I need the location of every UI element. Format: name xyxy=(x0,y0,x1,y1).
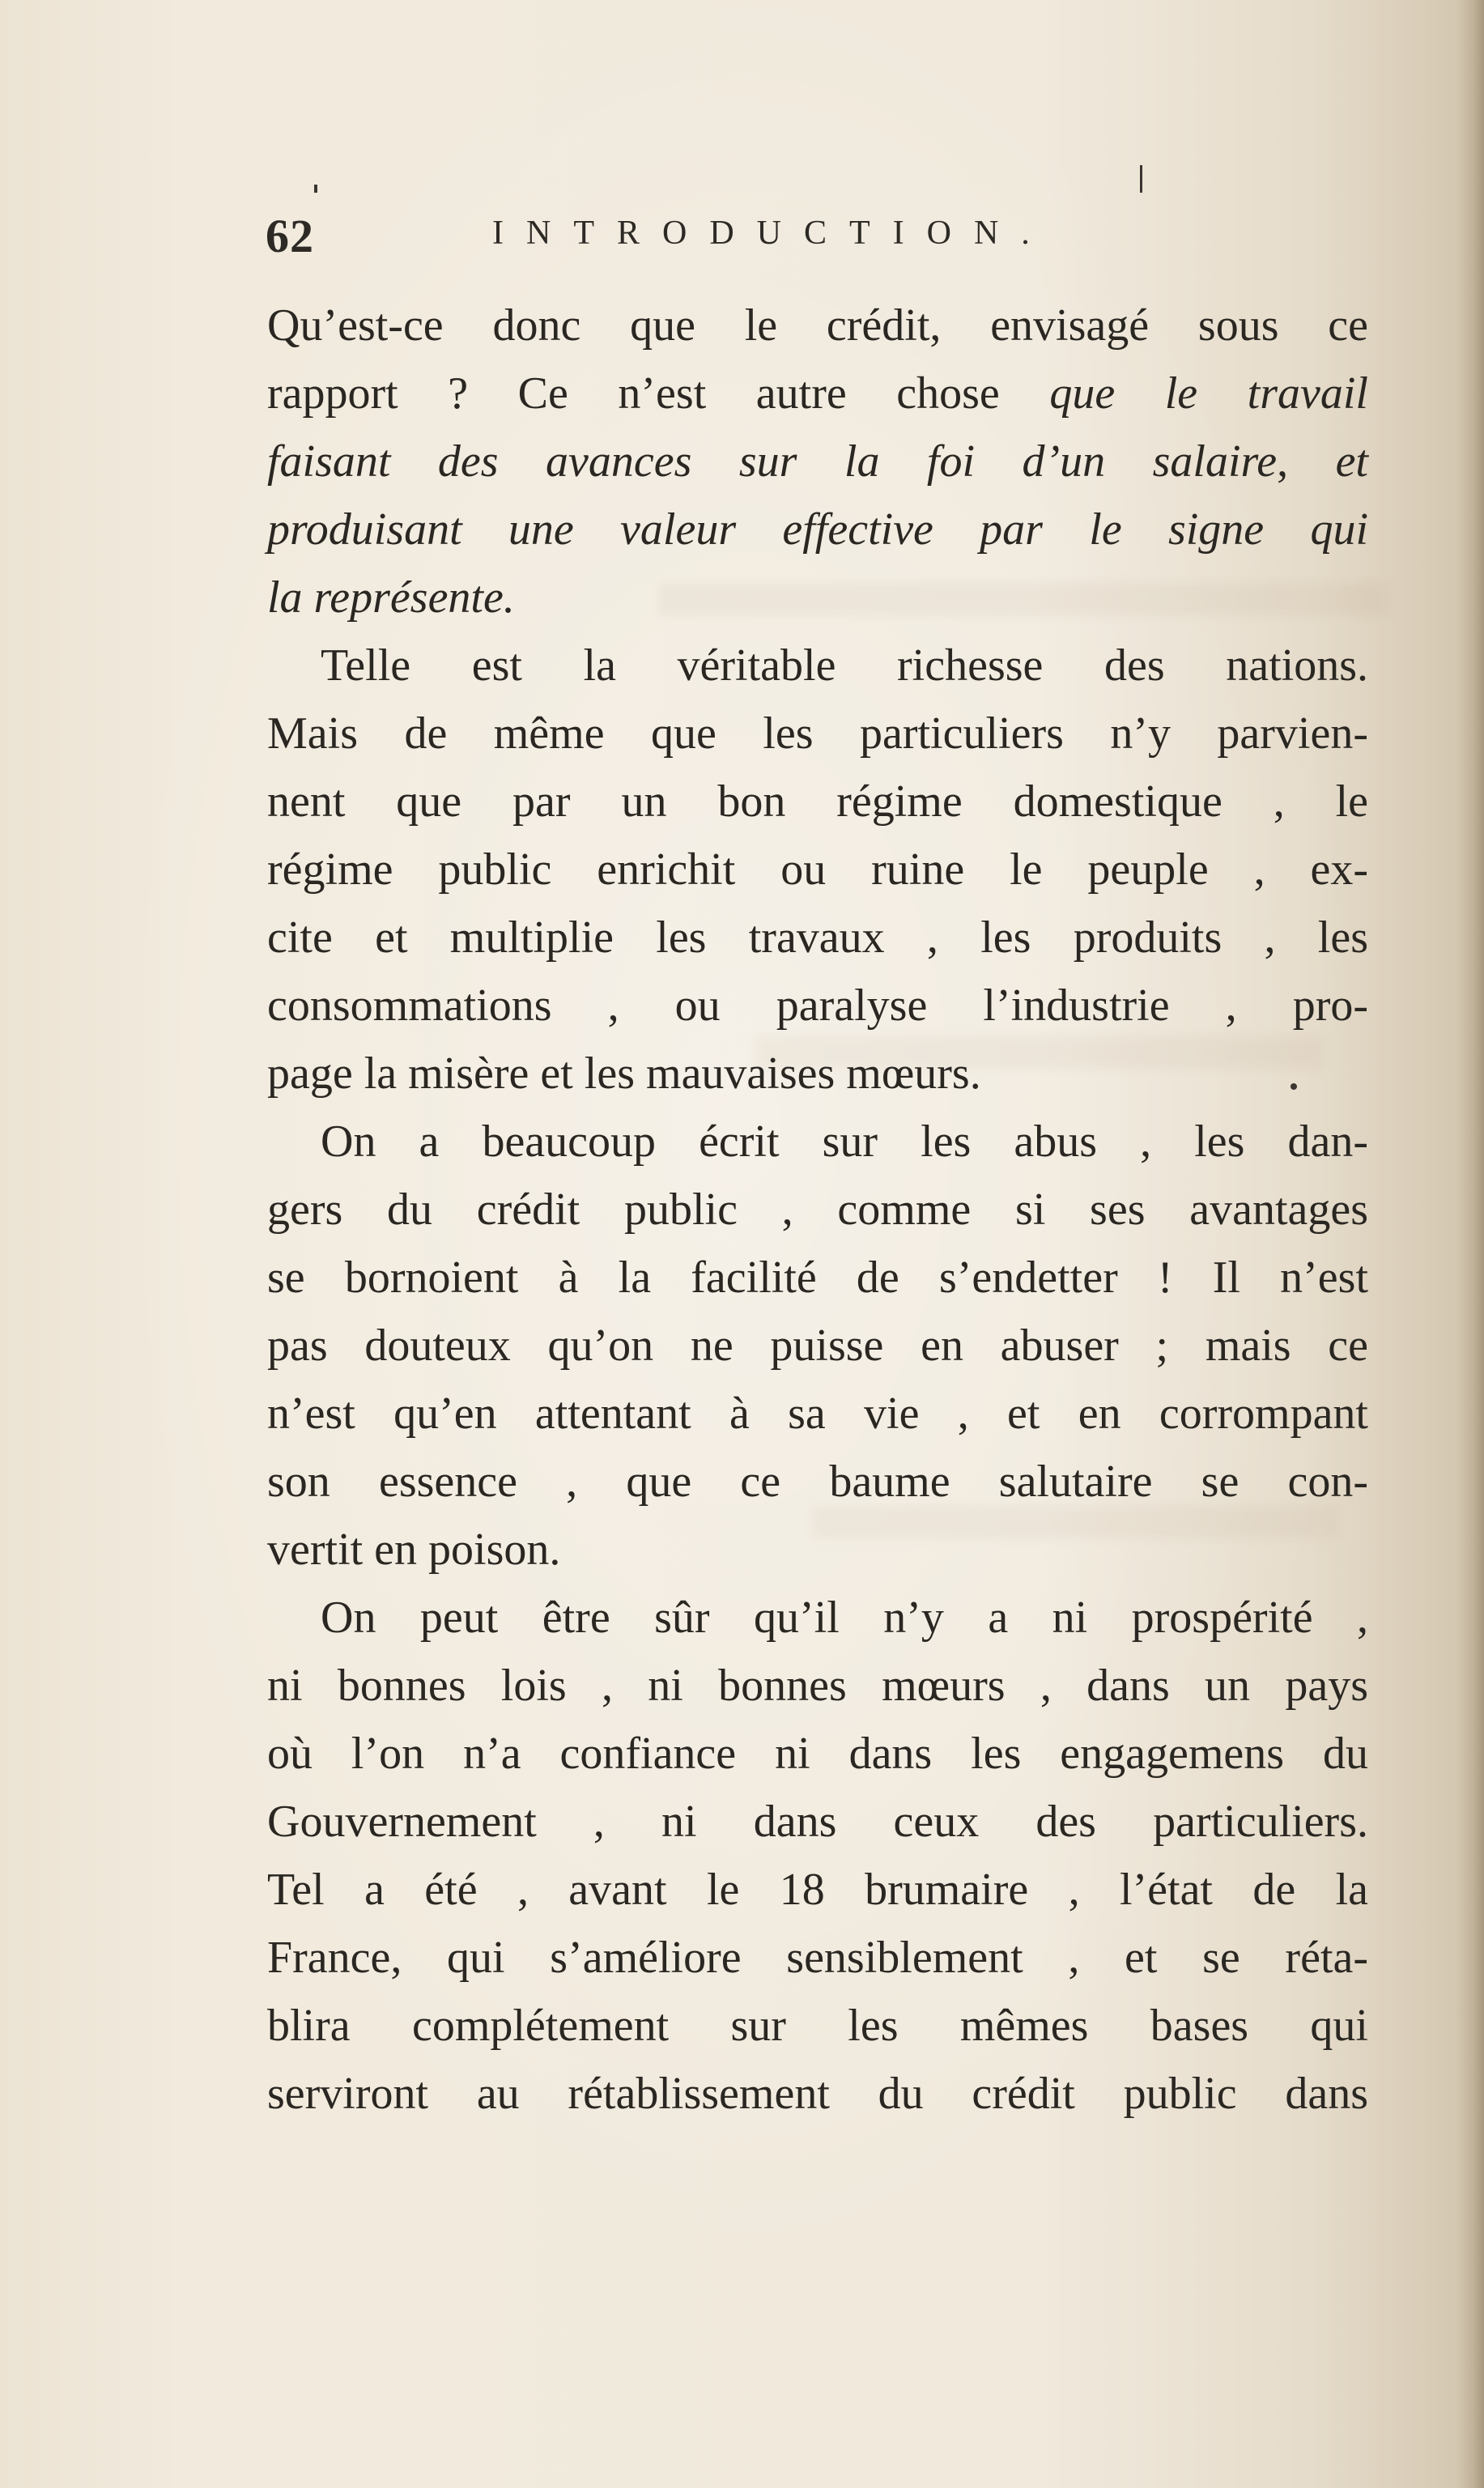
text-line: blira complétement sur les mêmes bases qui xyxy=(267,2001,1368,2051)
running-title: INTRODUCTION. xyxy=(492,215,1052,252)
text-line: faisant des avances sur la foi d’un salaire, et xyxy=(267,436,1368,487)
text-line: nent que par un bon régime domestique , le xyxy=(267,776,1368,827)
text-line: Gouvernement , ni dans ceux des particuliers. xyxy=(267,1797,1368,1847)
text-line: gers du crédit public , comme si ses avantages xyxy=(267,1184,1368,1235)
text-line: régime public enrichit ou ruine le peuple , ex- xyxy=(267,844,1368,895)
ink-speck xyxy=(314,185,317,193)
body-text xyxy=(267,291,1368,2128)
text-line: se bornoient à la facilité de s’endetter ! Il n’est xyxy=(267,1253,1368,1303)
text-line: France, qui s’améliore sensiblement , et se réta- xyxy=(267,1933,1368,1983)
text-line: rapport ? Ce n’est autre chose que le travail xyxy=(267,368,1368,419)
text-line: consommations , ou paralyse l’industrie , pro- xyxy=(267,980,1368,1031)
text-line: où l’on n’a confiance ni dans les engagemens du xyxy=(267,1729,1368,1779)
text-line: son essence , que ce baume salutaire se con- xyxy=(267,1457,1368,1507)
text-line: la représente. xyxy=(267,572,515,623)
text-line: page la misère et les mauvaises mœurs. xyxy=(267,1048,981,1099)
text-line: cite et multiplie les travaux , les produits , les xyxy=(267,912,1368,963)
text-line: produisant une valeur effective par le signe qui xyxy=(267,504,1368,555)
text-line: ni bonnes lois , ni bonnes mœurs , dans un pays xyxy=(267,1661,1368,1711)
text-line: Tel a été , avant le 18 brumaire , l’état de la xyxy=(267,1865,1368,1915)
ink-speck xyxy=(1140,165,1142,193)
text-line: Mais de même que les particuliers n’y parvien- xyxy=(267,708,1368,759)
text-line: n’est qu’en attentant à sa vie , et en corrompant xyxy=(267,1389,1368,1439)
text-line: On peut être sûr qu’il n’y a ni prospérité , xyxy=(321,1593,1368,1643)
text-line: pas douteux qu’on ne puisse en abuser ; mais ce xyxy=(267,1321,1368,1371)
text-line: vertit en poison. xyxy=(267,1525,561,1575)
text-line: Qu’est-ce donc que le crédit, envisagé sous ce xyxy=(267,300,1368,351)
page-number: 62 xyxy=(266,210,314,262)
text-line: On a beaucoup écrit sur les abus , les dan- xyxy=(321,1116,1368,1167)
text-line: Telle est la véritable richesse des nations. xyxy=(321,640,1368,691)
page-gutter-shadow xyxy=(1456,0,1484,2488)
running-head xyxy=(257,209,1375,266)
text-line: serviront au rétablissement du crédit public dans xyxy=(267,2069,1368,2119)
